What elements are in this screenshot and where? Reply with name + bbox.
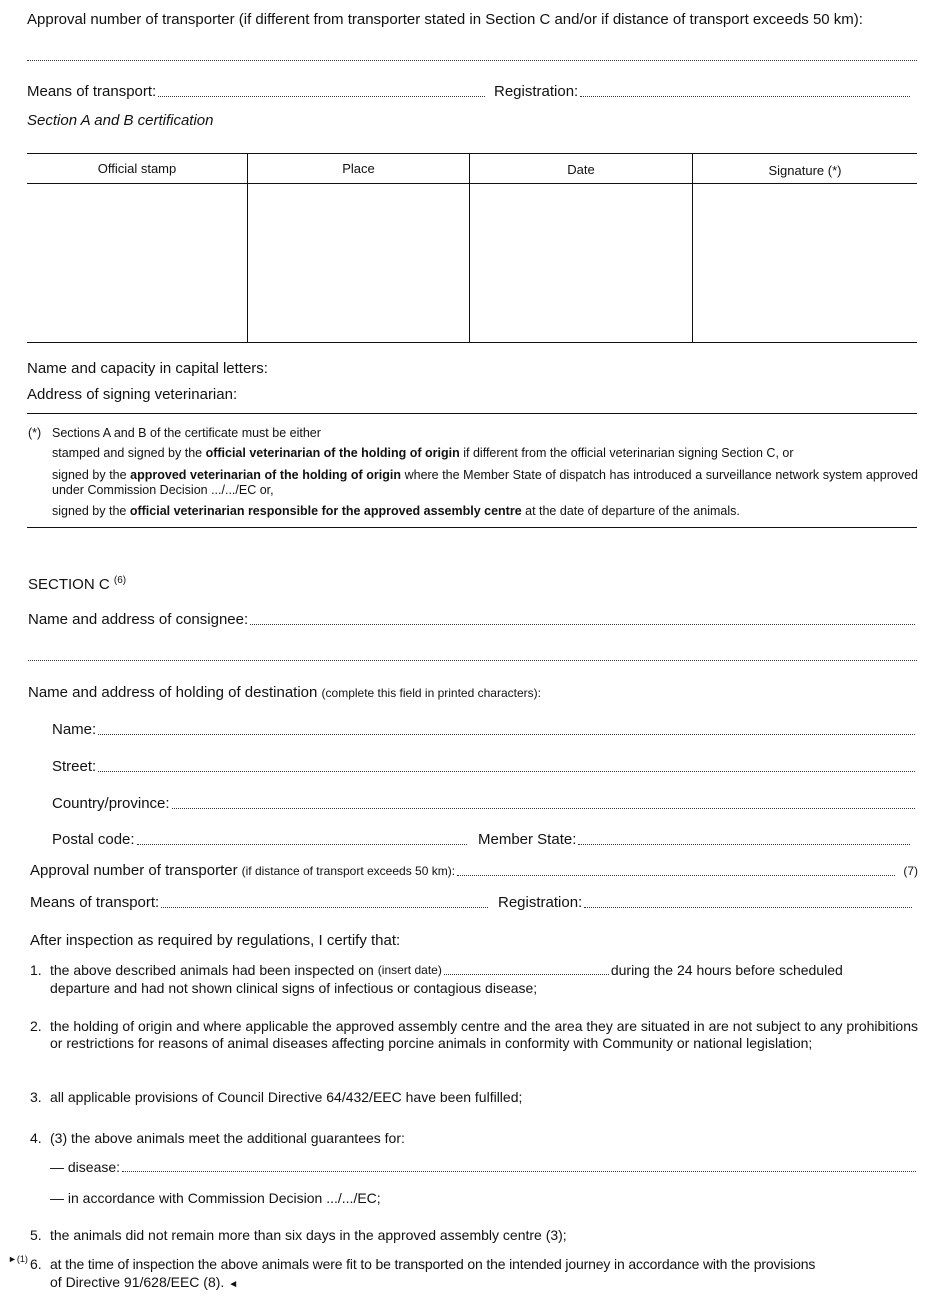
table-bottom-rule — [27, 342, 917, 343]
item-6-marker: ►(1) — [8, 1254, 28, 1264]
member-state-row — [478, 831, 912, 849]
means-c-label: Means of transport: — [30, 894, 160, 911]
registration-c-label: Registration: — [498, 894, 583, 911]
section-ab-title: Section A and B certification — [27, 112, 214, 129]
footnote-line-2-post: where the Member State of dispatch has introduced a surveillance network system approved under Commission Decision .../.../EC or, — [52, 468, 918, 497]
item-5-number: 5. — [30, 1227, 42, 1243]
footnote-top-rule — [27, 413, 917, 414]
header-signature: Signature (*) — [768, 163, 842, 178]
footnote-line-2-bold: approved veterinarian of the holding of origin — [130, 468, 401, 482]
item-1-number: 1. — [30, 962, 42, 978]
consignee-field-2[interactable] — [28, 660, 917, 661]
item-6-text-b: of Directive 91/628/EEC (8). — [50, 1274, 225, 1290]
header-place: Place — [342, 161, 375, 176]
approval-c-note: (if distance of transport exceeds 50 km): — [241, 864, 456, 878]
item-1-note: (insert date) — [377, 963, 442, 977]
item-3-number: 3. — [30, 1089, 42, 1105]
member-state-label: Member State: — [478, 831, 577, 848]
footnote-bottom-rule — [27, 527, 917, 528]
table-divider-3 — [692, 153, 693, 343]
dest-street-label: Street: — [52, 758, 97, 775]
cell-date[interactable] — [471, 185, 691, 341]
cell-place[interactable] — [249, 185, 468, 341]
footnote-line-1-post: if different from the official veterinarian signing Section C, or — [459, 446, 794, 460]
footnote-line-2-pre: signed by the — [52, 468, 131, 482]
dest-country-label: Country/province: — [52, 795, 170, 812]
item-6-number: 6. — [30, 1256, 42, 1272]
name-capacity-label: Name and capacity in capital letters: — [27, 360, 268, 377]
destination-heading — [28, 684, 541, 702]
item-4-disease-field[interactable] — [122, 1170, 916, 1172]
item-4-text: (3) the above animals meet the additional guarantees for: — [50, 1130, 405, 1146]
footnote-line-3-post: at the date of departure of the animals. — [521, 504, 740, 518]
table-divider-2 — [469, 153, 470, 343]
approval-transporter-label: Approval number of transporter (if different from transporter stated in Section C and/or if distance of transport exceeds 50 km): — [27, 11, 863, 28]
item-1-text-a: the above described animals had been inspected on — [50, 962, 374, 978]
dest-name-row — [52, 721, 917, 739]
footnote-marker: (*) — [28, 426, 42, 440]
section-c-note: (6) — [113, 575, 127, 586]
cell-official-stamp[interactable] — [28, 185, 246, 341]
approval-c-ref: (7) — [903, 864, 918, 878]
dest-country-row — [52, 795, 917, 813]
approval-transporter-field[interactable] — [27, 60, 917, 61]
item-4-disease-row — [50, 1159, 918, 1176]
destination-label: Name and address of holding of destination — [28, 684, 318, 701]
item-1-date-field[interactable] — [444, 973, 609, 975]
item-4-decision: — in accordance with Commission Decision .../.../EC; — [50, 1190, 381, 1206]
footnote-line-1 — [52, 446, 918, 461]
section-c-title-text: SECTION C — [28, 576, 110, 593]
cell-signature[interactable] — [694, 185, 916, 341]
header-date: Date — [567, 162, 595, 177]
item-2-text: the holding of origin and where applicable the approved assembly centre and the area they are situated in are not subject to any prohibitions or restrictions for reasons of animal diseases affecting porcine animals in conformity with Community or national legislation; — [50, 1018, 918, 1051]
item-1-line-1 — [50, 962, 918, 979]
postal-code-field[interactable] — [137, 843, 467, 845]
registration-field[interactable] — [580, 95, 910, 97]
postal-code-label: Postal code: — [52, 831, 135, 848]
means-of-transport-row — [27, 83, 487, 101]
postal-code-row — [52, 831, 469, 849]
dest-name-field[interactable] — [98, 733, 915, 735]
table-header-rule — [27, 183, 917, 184]
means-of-transport-label: Means of transport: — [27, 83, 157, 100]
table-top-rule — [27, 153, 917, 154]
destination-note: (complete this field in printed characters): — [321, 686, 541, 700]
item-1-line-2: departure and had not shown clinical signs of infectious or contagious disease; — [50, 980, 538, 996]
footnote-line-3-pre: signed by the — [52, 504, 130, 518]
section-c-title — [28, 572, 126, 594]
consignee-field[interactable] — [250, 623, 915, 625]
registration-c-row — [498, 894, 914, 912]
registration-label: Registration: — [494, 83, 579, 100]
header-official-stamp: Official stamp — [97, 161, 177, 176]
footnote-line-2 — [52, 468, 918, 498]
address-veterinarian-label: Address of signing veterinarian: — [27, 386, 238, 403]
approval-c-row — [30, 862, 918, 880]
dest-street-field[interactable] — [98, 770, 915, 772]
registration-c-field[interactable] — [584, 906, 912, 908]
approval-c-label: Approval number of transporter — [30, 862, 238, 879]
item-3-text: all applicable provisions of Council Directive 64/432/EEC have been fulfilled; — [50, 1089, 523, 1105]
item-4-disease-label: — disease: — [50, 1159, 121, 1175]
footnote-line-1-pre: stamped and signed by the — [52, 446, 206, 460]
footnote-line-1-bold: official veterinarian of the holding of origin — [205, 446, 460, 460]
member-state-field[interactable] — [578, 843, 910, 845]
means-c-field[interactable] — [161, 906, 488, 908]
means-c-row — [30, 894, 490, 912]
registration-row — [494, 83, 912, 101]
item-2-number: 2. — [30, 1018, 42, 1034]
item-4-number: 4. — [30, 1130, 42, 1146]
item-6-line-2 — [50, 1274, 238, 1293]
footnote-line-3 — [52, 504, 918, 519]
dest-country-field[interactable] — [172, 807, 915, 809]
dest-name-label: Name: — [52, 721, 97, 738]
means-of-transport-field[interactable] — [158, 95, 485, 97]
footnote-intro: Sections A and B of the certificate must be either — [52, 426, 321, 440]
item-1-text-b: during the 24 hours before scheduled — [610, 962, 843, 978]
dest-street-row — [52, 758, 917, 776]
footnote-line-3-bold: official veterinarian responsible for the approved assembly centre — [129, 504, 522, 518]
consignee-row — [28, 611, 917, 629]
approval-c-field[interactable] — [457, 874, 895, 876]
consignee-label: Name and address of consignee: — [28, 611, 249, 628]
item-5-text: the animals did not remain more than six days in the approved assembly centre (3); — [50, 1227, 567, 1243]
item-6-end-marker: ◄ — [228, 1279, 239, 1290]
certify-intro: After inspection as required by regulations, I certify that: — [30, 932, 401, 949]
table-divider-1 — [247, 153, 248, 343]
item-6-line-1: at the time of inspection the above animals were fit to be transported on the intended journey in accordance with the provisions — [50, 1256, 816, 1272]
